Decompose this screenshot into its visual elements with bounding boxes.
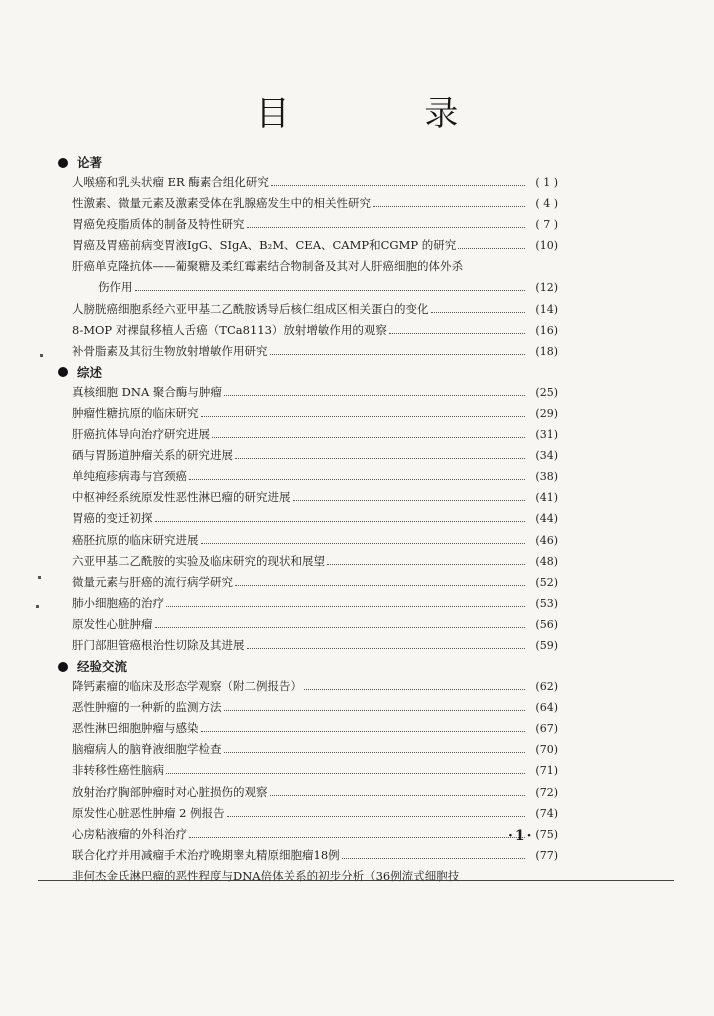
toc-entry[interactable] (58, 214, 558, 235)
entry-title: 原发性心脏肿瘤 (72, 616, 153, 631)
entry-title: 肿瘤性糖抗原的临床研究 (72, 405, 199, 420)
entry-title: 人喉癌和乳头状瘤 ER 酶素合组化研究 (72, 175, 269, 189)
leader-dots (458, 248, 525, 249)
toc-entry[interactable] (58, 614, 558, 635)
leader-dots (247, 648, 526, 649)
entry-title: 人膀胱癌细胞系经六亚甲基二乙酰胺诱导后核仁组成区相关蛋白的变化 (72, 301, 429, 316)
entry-page: ( 4 ) (535, 197, 558, 211)
entry-page: (31) (535, 428, 558, 442)
bullet-icon (58, 158, 68, 168)
entry-title: 联合化疗并用减瘤手术治疗晚期睾丸精原细胞瘤18例 (72, 847, 340, 862)
entry-title: 恶性肿瘤的一种新的监测方法 (72, 700, 222, 715)
entry-page: (38) (535, 470, 558, 484)
entry-page: (72) (535, 785, 558, 799)
entry-page: (44) (535, 512, 558, 526)
toc-entry[interactable] (58, 235, 558, 256)
entry-title: 中枢神经系统原发性恶性淋巴瘤的研究进展 (72, 490, 291, 505)
entry-page: (64) (535, 701, 558, 715)
toc-entry[interactable] (58, 193, 558, 214)
entry-title: 单纯疱疹病毒与宫颈癌 (72, 469, 187, 484)
toc-entry[interactable] (58, 676, 558, 697)
entry-title: 降钙素瘤的临床及形态学观察（附二例报告） (72, 679, 302, 694)
leader-dots (235, 585, 525, 586)
section-title: 论著 (77, 155, 103, 170)
leader-dots (293, 500, 526, 501)
toc-entry[interactable] (58, 697, 558, 718)
section-title: 综述 (77, 364, 103, 380)
entry-page: (77) (535, 848, 558, 862)
toc-entry[interactable] (58, 445, 558, 466)
toc-entry[interactable] (58, 845, 558, 866)
toc-entry[interactable] (58, 256, 558, 277)
entry-page: (56) (535, 617, 558, 631)
entry-page: (34) (535, 449, 558, 463)
entry-page: (18) (535, 344, 558, 358)
toc-entry[interactable] (58, 635, 558, 656)
toc-entry[interactable] (58, 382, 558, 403)
entry-title: 非转移性癌性脑病 (72, 763, 164, 778)
leader-dots (155, 521, 526, 522)
toc-entry[interactable] (58, 803, 558, 824)
entry-title: 非何杰金氏淋巴瘤的恶性程度与DNA倍体关系的初步分析（36例流式细胞技 (72, 868, 460, 883)
section-header-lunzhu (58, 153, 558, 172)
entry-title: 六亚甲基二乙酰胺的实验及临床研究的现状和展望 (72, 553, 325, 568)
entry-title: 脑瘤病人的脑脊液细胞学检查 (72, 742, 222, 757)
entry-page: (46) (535, 533, 558, 547)
entry-title: 补骨脂素及其衍生物放射增敏作用研究 (72, 343, 268, 358)
toc-entry[interactable] (58, 739, 558, 760)
section-title: 经验交流 (77, 659, 128, 675)
leader-dots (224, 395, 525, 396)
entry-page: (67) (535, 722, 558, 736)
entry-page: (29) (535, 406, 558, 420)
toc-entry[interactable] (58, 530, 558, 551)
leader-dots (327, 564, 525, 565)
entry-page: (52) (535, 575, 558, 589)
toc-entry[interactable] (58, 551, 558, 572)
leader-dots (431, 312, 526, 313)
entry-page: (71) (535, 764, 558, 778)
toc-entry[interactable] (58, 824, 558, 845)
toc-entry[interactable] (58, 782, 558, 803)
leader-dots (270, 795, 526, 796)
toc-entry[interactable] (58, 403, 558, 424)
leader-dots (166, 606, 525, 607)
entry-title-continuation: 伤作用 (98, 280, 133, 295)
toc-entry[interactable] (58, 341, 558, 362)
leader-dots (201, 416, 526, 417)
leader-dots (201, 731, 526, 732)
leader-dots (270, 354, 526, 355)
scan-speck (40, 354, 43, 357)
entry-title: 肝门部胆管癌根治性切除及其进展 (72, 637, 245, 652)
entry-title: 肝癌抗体导向治疗研究进展 (72, 427, 210, 442)
entry-title: 癌胚抗原的临床研究进展 (72, 532, 199, 547)
toc-entry[interactable] (58, 866, 558, 887)
toc-entry[interactable] (58, 299, 558, 320)
footer-rule (38, 880, 674, 881)
leader-dots (224, 752, 526, 753)
entry-title: 胃癌免疫脂质体的制备及特性研究 (72, 217, 245, 232)
scan-speck (36, 605, 39, 608)
toc-entry[interactable] (58, 718, 558, 739)
scan-speck (38, 576, 41, 579)
leader-dots (389, 333, 525, 334)
page-title: 目 录 (255, 94, 521, 134)
bullet-icon (58, 662, 68, 672)
leader-dots (189, 837, 525, 838)
entry-title: 胃癌及胃癌前病变胃液IgG、SIgA、B₂M、CEA、CAMP和CGMP 的研究 (72, 238, 457, 253)
bullet-icon (58, 367, 68, 377)
section-header-zongshu (58, 363, 558, 382)
entry-page: (41) (535, 491, 558, 505)
page-number: ·1· (508, 828, 534, 844)
entry-page: (12) (535, 281, 558, 295)
leader-dots (271, 185, 525, 186)
leader-dots (227, 816, 525, 817)
leader-dots (304, 689, 525, 690)
entry-page: (59) (535, 638, 558, 652)
entry-page: (48) (535, 554, 558, 568)
entry-page: (62) (535, 680, 558, 694)
entry-page: (74) (535, 806, 558, 820)
leader-dots (212, 437, 525, 438)
entry-title: 心房粘液瘤的外科治疗 (72, 826, 187, 841)
entry-title: 微量元素与肝癌的流行病学研究 (72, 574, 233, 589)
toc-entry[interactable] (58, 466, 558, 487)
entry-page: (16) (535, 323, 558, 337)
toc-entry[interactable] (58, 572, 558, 593)
entry-page: ( 7 ) (535, 218, 558, 232)
entry-title: 恶性淋巴细胞肿瘤与感染 (72, 721, 199, 736)
entry-page: (75) (535, 827, 558, 841)
entry-title: 性激素、微量元素及激素受体在乳腺癌发生中的相关性研究 (72, 196, 371, 211)
toc-entry[interactable] (58, 593, 558, 614)
leader-dots (373, 206, 525, 207)
section-header-jingyan (58, 657, 558, 676)
toc-entry-continuation[interactable] (58, 277, 558, 298)
entry-title: 肝癌单克隆抗体——葡聚糖及柔红霉素结合物制备及其对人肝癌细胞的体外杀 (72, 259, 463, 274)
toc-entry[interactable] (58, 172, 558, 193)
entry-title: 8-MOP 对裸鼠移植人舌癌（TCa8113）放射增敏作用的观察 (72, 322, 387, 337)
leader-dots (235, 458, 525, 459)
leader-dots (166, 773, 525, 774)
entry-title: 硒与胃肠道肿瘤关系的研究进展 (72, 448, 233, 463)
toc-entry[interactable] (58, 487, 558, 508)
entry-page: (14) (535, 302, 558, 316)
toc-entry[interactable] (58, 508, 558, 529)
leader-dots (135, 290, 526, 291)
leader-dots (189, 479, 525, 480)
entry-page: (25) (535, 385, 558, 399)
entry-title: 真核细胞 DNA 聚合酶与肿瘤 (72, 384, 222, 399)
leader-dots (224, 710, 526, 711)
leader-dots (201, 543, 526, 544)
leader-dots (247, 227, 526, 228)
entry-title: 胃癌的变迁初探 (72, 511, 153, 526)
toc-entry[interactable] (58, 424, 558, 445)
entry-page: ( 1 ) (535, 176, 558, 189)
toc-entry[interactable] (58, 760, 558, 781)
toc-entry[interactable] (58, 320, 558, 341)
entry-title: 原发性心脏恶性肿瘤 2 例报告 (72, 805, 225, 820)
leader-dots (155, 627, 526, 628)
entry-page: (53) (535, 596, 558, 610)
entry-page: (10) (535, 239, 558, 253)
entry-title: 放射治疗胸部肿瘤时对心脏损伤的观察 (72, 784, 268, 799)
entry-title: 肺小细胞癌的治疗 (72, 595, 164, 610)
leader-dots (342, 858, 525, 859)
entry-page: (70) (535, 743, 558, 757)
table-of-contents (58, 152, 558, 887)
